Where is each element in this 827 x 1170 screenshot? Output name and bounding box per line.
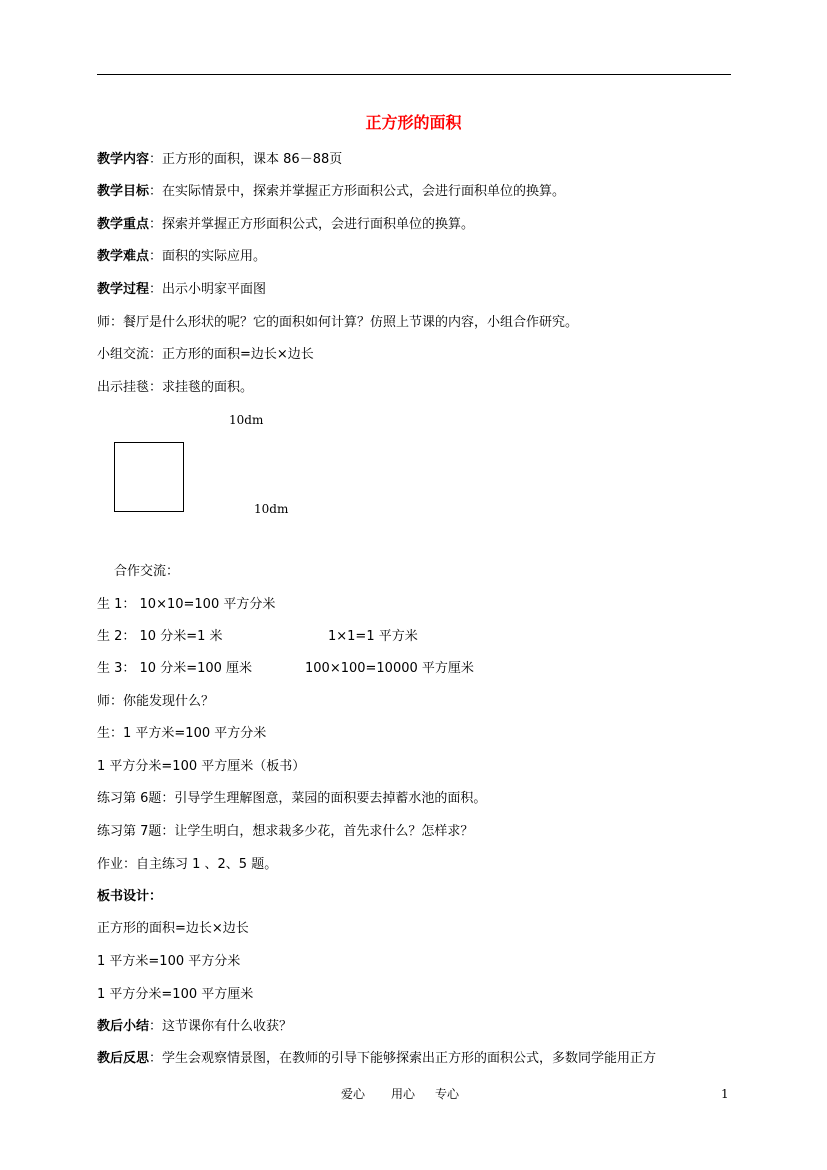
page-number: 1 xyxy=(721,1087,729,1101)
student-3-a: 生 3： 10 分米=100 厘米 xyxy=(97,661,253,676)
line-process xyxy=(97,281,266,299)
figure-top-label: 10dm xyxy=(229,413,264,427)
line-focus xyxy=(97,216,474,234)
board-note: 1 平方分米=100 平方厘米（板书） xyxy=(97,759,306,774)
label-process: 教学过程 xyxy=(97,282,150,297)
exercise-6: 练习第 6题：引导学生理解图意，菜园的面积要去掉蓄水池的面积。 xyxy=(97,791,487,806)
homework: 作业：自主练习 1 、2、5 题。 xyxy=(97,857,278,872)
student-2 xyxy=(97,628,418,646)
label-difficulty: 教学难点 xyxy=(97,249,150,264)
label-content: 教学内容 xyxy=(97,152,150,167)
board-design-1: 正方形的面积=边长×边长 xyxy=(97,921,249,936)
label-board-design: 板书设计 xyxy=(97,889,150,904)
page-title: 正方形的面积 xyxy=(365,113,462,132)
label-reflection: 教后反思 xyxy=(97,1051,150,1066)
footer-zhuanxin: 专心 xyxy=(435,1087,460,1101)
line-goal xyxy=(97,183,565,201)
student-3-b: 100×100=10000 平方厘米 xyxy=(305,661,474,676)
student-3 xyxy=(97,660,474,678)
student-2-a: 生 2： 10 分米=1 米 xyxy=(97,629,223,644)
label-focus: 教学重点 xyxy=(97,217,150,232)
exercise-7: 练习第 7题：让学生明白，想求栽多少花，首先求什么？怎样求？ xyxy=(97,824,474,839)
figure-side-label: 10dm xyxy=(254,502,289,516)
rug-square-figure xyxy=(114,442,184,512)
line-difficulty xyxy=(97,248,266,266)
label-goal: 教学目标 xyxy=(97,184,150,199)
board-design-3: 1 平方分米=100 平方厘米 xyxy=(97,987,254,1002)
group-share: 小组交流：正方形的面积=边长×边长 xyxy=(97,347,314,362)
line-board-design xyxy=(97,888,162,906)
line-summary xyxy=(97,1018,292,1036)
show-rug: 出示挂毯：求挂毯的面积。 xyxy=(97,380,254,395)
text-process: ：出示小明家平面图 xyxy=(149,282,267,297)
teacher-question-1: 师：餐厅是什么形状的呢？它的面积如何计算？仿照上节课的内容，小组合作研究。 xyxy=(97,315,579,330)
board-design-2: 1 平方米=100 平方分米 xyxy=(97,954,241,969)
text-goal: ：在实际情景中，探索并掌握正方形面积公式，会进行面积单位的换算。 xyxy=(149,184,566,199)
label-summary: 教后小结 xyxy=(97,1019,150,1034)
footer-aixin: 爱心 xyxy=(341,1087,366,1101)
header-rule xyxy=(97,74,731,75)
line-reflection xyxy=(97,1050,656,1068)
student-2-b: 1×1=1 平方米 xyxy=(328,629,418,644)
student-answer: 生：1 平方米=100 平方分米 xyxy=(97,726,267,741)
text-summary: ：这节课你有什么收获？ xyxy=(149,1019,293,1034)
text-focus: ：探索并掌握正方形面积公式，会进行面积单位的换算。 xyxy=(149,217,475,232)
teacher-question-2: 师：你能发现什么？ xyxy=(97,694,215,709)
coop-heading: 合作交流： xyxy=(114,564,180,579)
text-difficulty: ：面积的实际应用。 xyxy=(149,249,267,264)
student-1: 生 1： 10×10=100 平方分米 xyxy=(97,597,276,612)
text-content: ：正方形的面积，课本 86－88页 xyxy=(149,152,343,167)
text-reflection: ：学生会观察情景图，在教师的引导下能够探索出正方形的面积公式，多数同学能用正方 xyxy=(149,1051,657,1066)
line-content xyxy=(97,151,342,169)
footer-yongxin: 用心 xyxy=(391,1087,416,1101)
text-board-design: ： xyxy=(149,889,163,904)
